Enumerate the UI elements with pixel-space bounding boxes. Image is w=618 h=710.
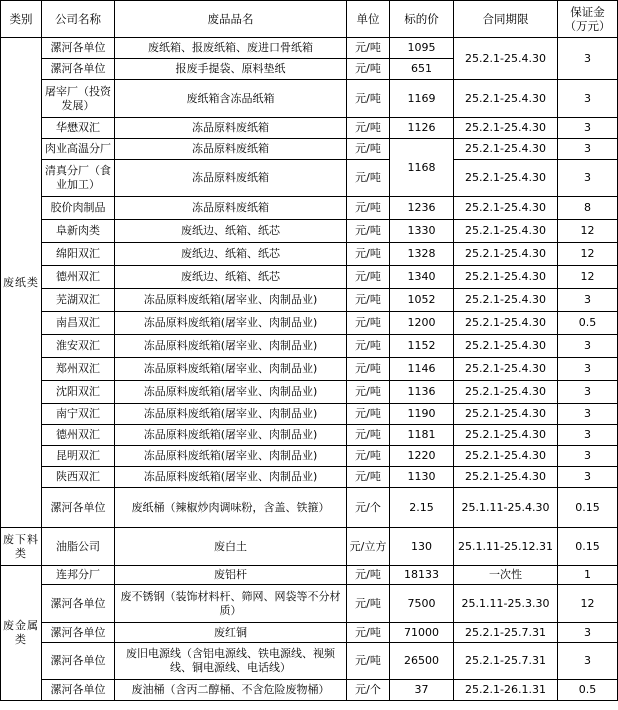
price-cell: 1052 <box>390 289 454 312</box>
company-cell: 漯河各单位 <box>42 488 115 528</box>
deposit-cell: 3 <box>558 160 618 197</box>
company-cell: 郑州双汇 <box>42 358 115 381</box>
header-category: 类别 <box>1 1 42 38</box>
table-row <box>1 220 618 243</box>
deposit-cell: 3 <box>558 381 618 404</box>
company-cell: 沈阳双汇 <box>42 381 115 404</box>
company-cell: 肉业高温分厂 <box>42 139 115 160</box>
unit-cell: 元/个 <box>347 488 390 528</box>
deposit-cell: 0.15 <box>558 528 618 566</box>
period-cell: 25.1.11-25.3.30 <box>454 585 558 623</box>
table-row <box>1 139 618 160</box>
product-cell: 冻品原料废纸箱(屠宰业、肉制品业) <box>115 467 347 488</box>
unit-cell: 元/个 <box>347 680 390 701</box>
product-cell: 冻品原料废纸箱(屠宰业、肉制品业) <box>115 425 347 446</box>
company-cell: 漯河各单位 <box>42 38 115 59</box>
table-row <box>1 243 618 266</box>
period-cell: 25.2.1-25.4.30 <box>454 446 558 467</box>
period-cell: 25.2.1-25.4.30 <box>454 160 558 197</box>
table-row <box>1 80 618 118</box>
product-cell: 废不锈钢（装饰材料杆、筛网、网袋等不分材质） <box>115 585 347 623</box>
price-cell: 130 <box>390 528 454 566</box>
company-cell: 胶价肉制品 <box>42 197 115 220</box>
deposit-cell: 1 <box>558 566 618 585</box>
price-cell: 71000 <box>390 623 454 643</box>
product-cell: 冻品原料废纸箱 <box>115 160 347 197</box>
unit-cell: 元/吨 <box>347 197 390 220</box>
price-cell: 1136 <box>390 381 454 404</box>
company-cell: 漯河各单位 <box>42 585 115 623</box>
table-row <box>1 335 618 358</box>
deposit-cell: 0.15 <box>558 488 618 528</box>
header-company: 公司名称 <box>42 1 115 38</box>
deposit-cell: 0.5 <box>558 680 618 701</box>
table-row <box>1 118 618 139</box>
unit-cell: 元/吨 <box>347 243 390 266</box>
product-cell: 冻品原料废纸箱(屠宰业、肉制品业) <box>115 335 347 358</box>
unit-cell: 元/吨 <box>347 404 390 425</box>
period-cell: 25.2.1-25.4.30 <box>454 358 558 381</box>
price-cell: 26500 <box>390 643 454 680</box>
unit-cell: 元/吨 <box>347 585 390 623</box>
product-cell: 废纸箱含冻品纸箱 <box>115 80 347 118</box>
company-cell: 连邦分厂 <box>42 566 115 585</box>
price-cell: 1236 <box>390 197 454 220</box>
product-cell: 冻品原料废纸箱(屠宰业、肉制品业) <box>115 312 347 335</box>
unit-cell: 元/吨 <box>347 80 390 118</box>
unit-cell: 元/吨 <box>347 118 390 139</box>
price-cell: 1330 <box>390 220 454 243</box>
company-cell: 油脂公司 <box>42 528 115 566</box>
unit-cell: 元/吨 <box>347 643 390 680</box>
price-cell: 18133 <box>390 566 454 585</box>
period-cell: 25.2.1-25.4.30 <box>454 404 558 425</box>
table-row <box>1 160 618 197</box>
price-cell: 2.15 <box>390 488 454 528</box>
product-cell: 废油桶（含丙二醇桶、不含危险废物桶） <box>115 680 347 701</box>
table-row <box>1 467 618 488</box>
period-cell: 25.2.1-25.4.30 <box>454 425 558 446</box>
product-cell: 冻品原料废纸箱(屠宰业、肉制品业) <box>115 404 347 425</box>
product-cell: 冻品原料废纸箱 <box>115 139 347 160</box>
period-cell: 25.2.1-25.4.30 <box>454 80 558 118</box>
company-cell: 阜新肉类 <box>42 220 115 243</box>
period-cell: 25.2.1-25.4.30 <box>454 139 558 160</box>
table-row <box>1 312 618 335</box>
table-row <box>1 643 618 680</box>
unit-cell: 元/吨 <box>347 446 390 467</box>
deposit-cell: 3 <box>558 358 618 381</box>
period-cell: 25.2.1-25.4.30 <box>454 197 558 220</box>
unit-cell: 元/吨 <box>347 59 390 80</box>
period-cell: 25.2.1-25.4.30 <box>454 118 558 139</box>
company-cell: 淮安双汇 <box>42 335 115 358</box>
unit-cell: 元/吨 <box>347 335 390 358</box>
category-cell-metal: 废金属类 <box>1 566 42 701</box>
price-cell: 1126 <box>390 118 454 139</box>
price-cell: 1200 <box>390 312 454 335</box>
deposit-cell: 3 <box>558 446 618 467</box>
price-cell: 1152 <box>390 335 454 358</box>
price-cell: 1340 <box>390 266 454 289</box>
unit-cell: 元/吨 <box>347 358 390 381</box>
table-row <box>1 623 618 643</box>
deposit-cell: 12 <box>558 585 618 623</box>
company-cell: 陕西双汇 <box>42 467 115 488</box>
deposit-cell: 12 <box>558 266 618 289</box>
table-row <box>1 585 618 623</box>
table-row <box>1 425 618 446</box>
table-row <box>1 566 618 585</box>
period-cell: 25.1.11-25.4.30 <box>454 488 558 528</box>
price-cell: 1095 <box>390 38 454 59</box>
deposit-cell: 3 <box>558 118 618 139</box>
company-cell: 芜湖双汇 <box>42 289 115 312</box>
unit-cell: 元/立方 <box>347 528 390 566</box>
company-cell: 清真分厂（食业加工） <box>42 160 115 197</box>
price-cell: 37 <box>390 680 454 701</box>
product-cell: 报废手提袋、原料垫纸 <box>115 59 347 80</box>
product-cell: 废红铜 <box>115 623 347 643</box>
table-row <box>1 446 618 467</box>
company-cell: 漯河各单位 <box>42 623 115 643</box>
product-cell: 冻品原料废纸箱(屠宰业、肉制品业) <box>115 446 347 467</box>
unit-cell: 元/吨 <box>347 312 390 335</box>
period-cell: 25.2.1-25.7.31 <box>454 643 558 680</box>
table-row <box>1 358 618 381</box>
product-cell: 冻品原料废纸箱(屠宰业、肉制品业) <box>115 381 347 404</box>
period-cell: 25.2.1-25.4.30 <box>454 266 558 289</box>
header-period: 合同期限 <box>454 1 558 38</box>
unit-cell: 元/吨 <box>347 220 390 243</box>
product-cell: 废纸边、纸箱、纸芯 <box>115 266 347 289</box>
period-cell: 25.2.1-26.1.31 <box>454 680 558 701</box>
unit-cell: 元/吨 <box>347 566 390 585</box>
period-cell: 25.2.1-25.4.30 <box>454 38 558 80</box>
period-cell: 25.2.1-25.4.30 <box>454 467 558 488</box>
price-cell: 1220 <box>390 446 454 467</box>
product-cell: 废纸桶（辣椒炒肉调味粉，含盖、铁箍） <box>115 488 347 528</box>
unit-cell: 元/吨 <box>347 266 390 289</box>
price-cell: 1169 <box>390 80 454 118</box>
table-row <box>1 404 618 425</box>
product-cell: 废纸箱、报废纸箱、废进口骨纸箱 <box>115 38 347 59</box>
product-cell: 废白土 <box>115 528 347 566</box>
price-cell: 1146 <box>390 358 454 381</box>
period-cell: 25.2.1-25.4.30 <box>454 289 558 312</box>
price-cell: 1168 <box>390 139 454 197</box>
table-row <box>1 38 618 59</box>
product-cell: 废纸边、纸箱、纸芯 <box>115 220 347 243</box>
product-cell: 冻品原料废纸箱 <box>115 118 347 139</box>
table-row <box>1 289 618 312</box>
price-cell: 1130 <box>390 467 454 488</box>
deposit-cell: 3 <box>558 289 618 312</box>
product-cell: 废纸边、纸箱、纸芯 <box>115 243 347 266</box>
price-cell: 1181 <box>390 425 454 446</box>
company-cell: 屠宰厂（投资发展） <box>42 80 115 118</box>
company-cell: 漯河各单位 <box>42 59 115 80</box>
header-unit: 单位 <box>347 1 390 38</box>
header-price: 标的价 <box>390 1 454 38</box>
product-cell: 冻品原料废纸箱 <box>115 197 347 220</box>
table-row <box>1 528 618 566</box>
deposit-cell: 12 <box>558 243 618 266</box>
category-cell-paper: 废纸类 <box>1 38 42 528</box>
company-cell: 南宁双汇 <box>42 404 115 425</box>
company-cell: 漯河各单位 <box>42 643 115 680</box>
period-cell: 25.1.11-25.12.31 <box>454 528 558 566</box>
price-cell: 1328 <box>390 243 454 266</box>
header-product: 废品品名 <box>115 1 347 38</box>
deposit-cell: 3 <box>558 623 618 643</box>
company-cell: 漯河各单位 <box>42 680 115 701</box>
table-row <box>1 197 618 220</box>
table-row <box>1 381 618 404</box>
period-cell: 25.2.1-25.4.30 <box>454 243 558 266</box>
period-cell: 25.2.1-25.4.30 <box>454 220 558 243</box>
company-cell: 南昌双汇 <box>42 312 115 335</box>
product-cell: 冻品原料废纸箱(屠宰业、肉制品业) <box>115 358 347 381</box>
table-row <box>1 680 618 701</box>
deposit-cell: 0.5 <box>558 312 618 335</box>
unit-cell: 元/吨 <box>347 381 390 404</box>
product-cell: 废铝杆 <box>115 566 347 585</box>
price-cell: 651 <box>390 59 454 80</box>
deposit-cell: 3 <box>558 335 618 358</box>
category-cell-misc: 废下料类 <box>1 528 42 566</box>
company-cell: 绵阳双汇 <box>42 243 115 266</box>
period-cell: 25.2.1-25.7.31 <box>454 623 558 643</box>
unit-cell: 元/吨 <box>347 38 390 59</box>
period-cell: 25.2.1-25.4.30 <box>454 312 558 335</box>
unit-cell: 元/吨 <box>347 139 390 160</box>
unit-cell: 元/吨 <box>347 425 390 446</box>
product-cell: 废旧电源线（含铝电源线、铁电源线、视频线、铜电源线、电话线） <box>115 643 347 680</box>
deposit-cell: 12 <box>558 220 618 243</box>
deposit-cell: 8 <box>558 197 618 220</box>
deposit-cell: 3 <box>558 404 618 425</box>
company-cell: 德州双汇 <box>42 266 115 289</box>
price-cell: 1190 <box>390 404 454 425</box>
unit-cell: 元/吨 <box>347 289 390 312</box>
table-row <box>1 488 618 528</box>
company-cell: 昆明双汇 <box>42 446 115 467</box>
company-cell: 德州双汇 <box>42 425 115 446</box>
period-cell: 25.2.1-25.4.30 <box>454 335 558 358</box>
product-cell: 冻品原料废纸箱(屠宰业、肉制品业) <box>115 289 347 312</box>
price-cell: 7500 <box>390 585 454 623</box>
deposit-cell: 3 <box>558 139 618 160</box>
unit-cell: 元/吨 <box>347 467 390 488</box>
period-cell: 一次性 <box>454 566 558 585</box>
header-deposit: 保证金（万元） <box>558 1 618 38</box>
unit-cell: 元/吨 <box>347 160 390 197</box>
deposit-cell: 3 <box>558 425 618 446</box>
deposit-cell: 3 <box>558 80 618 118</box>
company-cell: 华懋双汇 <box>42 118 115 139</box>
period-cell: 25.2.1-25.4.30 <box>454 381 558 404</box>
unit-cell: 元/吨 <box>347 623 390 643</box>
deposit-cell: 3 <box>558 38 618 80</box>
deposit-cell: 3 <box>558 467 618 488</box>
deposit-cell: 3 <box>558 643 618 680</box>
table-row <box>1 266 618 289</box>
